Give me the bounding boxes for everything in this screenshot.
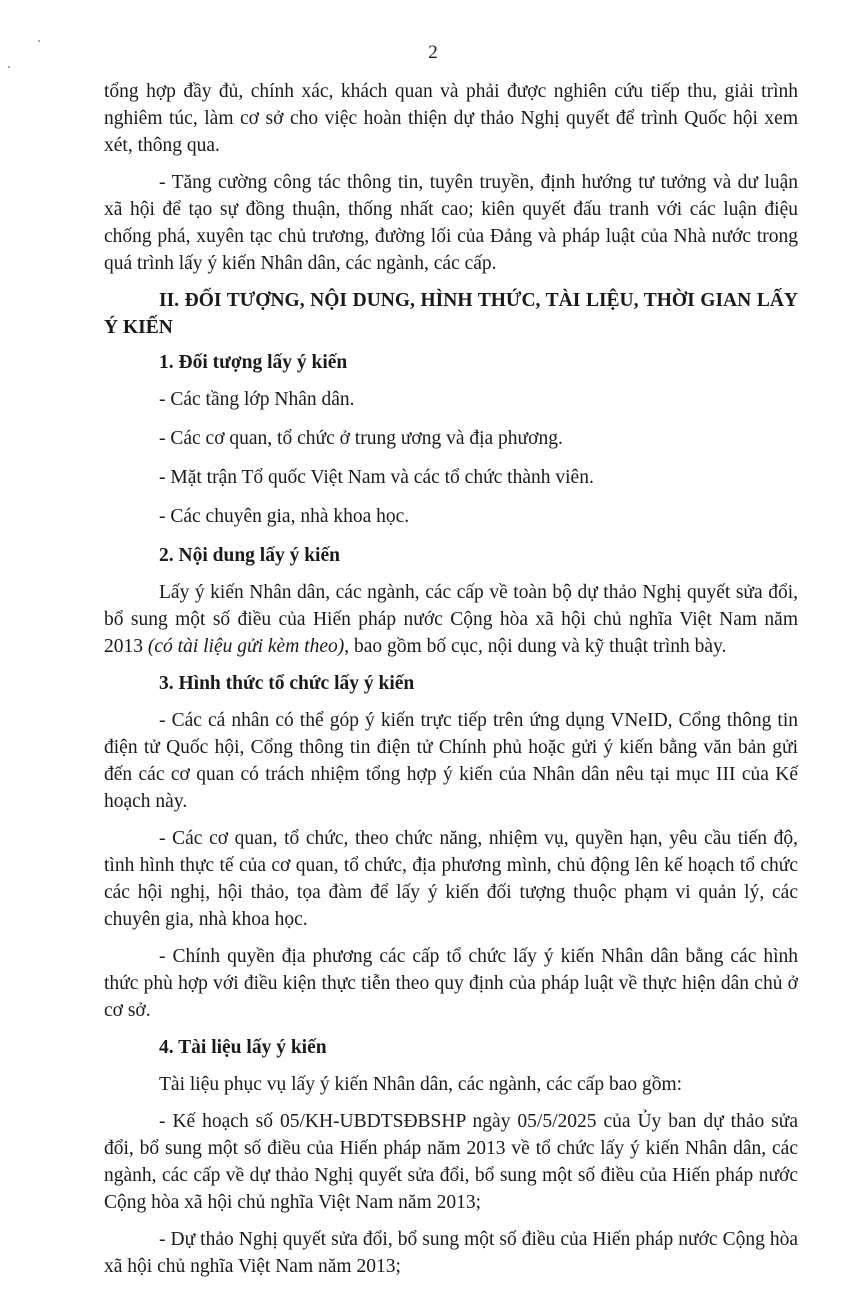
paragraph: - Các cơ quan, tổ chức, theo chức năng, nhiệm vụ, quyền hạn, yêu cầu tiến độ, tình hình thực tế của cơ quan, tổ chức, địa phương mình, chủ động lên kế hoạch tổ chức các hội nghị, hội thảo, tọa đàm để lấy ý kiến đối tượng thuộc phạm vi quản lý, các chuyên gia, nhà khoa học. bbox=[104, 828, 798, 930]
paragraph: - Dự thảo Nghị quyết sửa đổi, bổ sung một số điều của Hiến pháp nước Cộng hòa xã hội chủ nghĩa Việt Nam năm 2013; bbox=[104, 1229, 798, 1277]
subsection-heading: 1. Đối tượng lấy ý kiến bbox=[159, 352, 348, 373]
scan-speck bbox=[8, 66, 10, 68]
paragraph: - Chính quyền địa phương các cấp tổ chức lấy ý kiến Nhân dân bằng các hình thức phù hợp với điều kiện thực tiễn theo quy định của pháp luật về thực hiện dân chủ ở cơ sở. bbox=[104, 946, 798, 1021]
list-item: - Các tầng lớp Nhân dân. bbox=[159, 389, 355, 410]
subsection-heading: 4. Tài liệu lấy ý kiến bbox=[159, 1037, 327, 1058]
text-run: , bao gồm bố cục, nội dung và kỹ thuật trình bày. bbox=[344, 636, 727, 657]
italic-note: (có tài liệu gửi kèm theo) bbox=[147, 636, 345, 657]
paragraph: - Kế hoạch số 05/KH-UBDTSĐBSHP ngày 05/5/2025 của Ủy ban dự thảo sửa đổi, bổ sung một số điều của Hiến pháp năm 2013 về tổ chức lấy ý kiến Nhân dân, các ngành, các cấp về dự thảo Nghị quyết sửa đổi, bổ sung một số điều của Hiến pháp nước Cộng hòa xã hội chủ nghĩa Việt Nam năm 2013; bbox=[104, 1111, 798, 1213]
list-item: - Các chuyên gia, nhà khoa học. bbox=[159, 506, 410, 527]
paragraph: Tài liệu phục vụ lấy ý kiến Nhân dân, các ngành, các cấp bao gồm: bbox=[159, 1074, 683, 1095]
paragraph: tổng hợp đầy đủ, chính xác, khách quan và phải được nghiên cứu tiếp thu, giải trình nghiêm túc, làm cơ sở cho việc hoàn thiện dự thảo Nghị quyết để trình Quốc hội xem xét, thông qua. bbox=[104, 81, 798, 156]
text-run: Lấy ý kiến Nhân dân, các ngành, các cấp về toàn bộ dự thảo Nghị quyết sửa đổi, bổ sung một số điều của Hiến pháp nước Cộng hòa xã hội chủ nghĩa Việt Nam năm 2013 bbox=[104, 582, 798, 657]
subsection-heading: 3. Hình thức tổ chức lấy ý kiến bbox=[159, 673, 415, 694]
document-body bbox=[104, 78, 798, 1290]
page-number: 2 bbox=[428, 42, 438, 63]
list-item: - Các cơ quan, tổ chức ở trung ương và địa phương. bbox=[159, 428, 563, 449]
section-heading: II. ĐỐI TƯỢNG, NỘI DUNG, HÌNH THỨC, TÀI LIỆU, THỜI GIAN LẤY Ý KIẾN bbox=[104, 290, 798, 338]
subsection-heading: 2. Nội dung lấy ý kiến bbox=[159, 545, 340, 566]
paragraph: - Các cá nhân có thể góp ý kiến trực tiếp trên ứng dụng VNeID, Cổng thông tin điện tử Quốc hội, Cổng thông tin điện tử Chính phủ hoặc gửi ý kiến bằng văn bản gửi đến các cơ quan có trách nhiệm tổng hợp ý kiến của Nhân dân nêu tại mục III của Kế hoạch này. bbox=[104, 710, 798, 812]
paragraph: - Tăng cường công tác thông tin, tuyên truyền, định hướng tư tưởng và dư luận xã hội để tạo sự đồng thuận, thống nhất cao; kiên quyết đấu tranh với các luận điệu chống phá, xuyên tạc chủ trương, đường lối của Đảng và pháp luật của Nhà nước trong quá trình lấy ý kiến Nhân dân, các ngành, các cấp. bbox=[104, 172, 798, 274]
list-item: - Mặt trận Tổ quốc Việt Nam và các tổ chức thành viên. bbox=[159, 467, 594, 488]
paragraph bbox=[104, 579, 798, 660]
